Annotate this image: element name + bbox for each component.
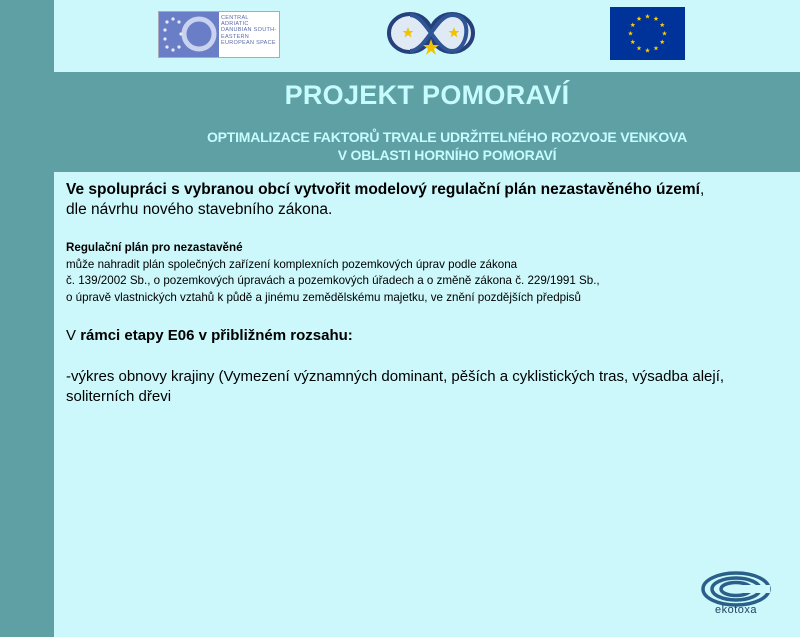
eu-flag-icon xyxy=(610,7,685,60)
intro-bold-text: Ve spolupráci s vybranou obcí vytvořit modelový regulační plán nezastavěného území xyxy=(66,181,700,198)
regulation-line-3: o úpravě vlastnických vztahů k půdě a jinému zemědělskému majetku, ve znění pozdějších předpisů xyxy=(66,290,581,304)
ekotoxa-logo-text: ekotoxa xyxy=(714,604,758,616)
item-line-2: soliterních dřevi xyxy=(66,388,172,405)
page-title: PROJEKT POMORAVÍ xyxy=(284,80,570,110)
page-subtitle xyxy=(54,128,800,164)
stage-prefix: V xyxy=(66,327,81,344)
cadses-flag-icon xyxy=(159,12,219,57)
cadses-text: CENTRAL ADRIATIC DANUBIAN SOUTH-EASTERN EUROPEAN SPACE xyxy=(221,15,277,46)
subtitle-line-2: V OBLASTI HORNÍHO POMORAVÍ xyxy=(337,147,557,163)
intro-line-2: dle návrhu nového stavebního zákona. xyxy=(66,201,333,218)
list-item xyxy=(66,367,766,407)
intro-comma: , xyxy=(699,181,705,198)
stage-bold-text: rámci etapy E06 v přibližném rozsahu: xyxy=(80,327,353,344)
regulation-heading: Regulační plán pro nezastavěné xyxy=(66,241,243,254)
interreg-logo xyxy=(386,9,476,57)
regulation-line-1: může nahradit plán společných zařízení komplexních pozemkových úprav podle zákona xyxy=(66,257,518,271)
cadses-logo xyxy=(158,11,280,58)
regulation-paragraph xyxy=(66,240,786,306)
intro-paragraph xyxy=(66,180,766,220)
regulation-line-2: č. 139/2002 Sb., o pozemkových úpravách a pozemkových úřadech a o změně zákona č. 229/1991 Sb., xyxy=(66,274,600,287)
item-line-1: -výkres obnovy krajiny (Vymezení významných dominant, pěších a cyklistických tras, výsadba alejí, xyxy=(66,368,725,385)
subtitle-line-1: OPTIMALIZACE FAKTORŮ TRVALE UDRŽITELNÉHO ROZVOJE VENKOVA xyxy=(206,129,688,145)
stage-heading xyxy=(66,326,766,346)
